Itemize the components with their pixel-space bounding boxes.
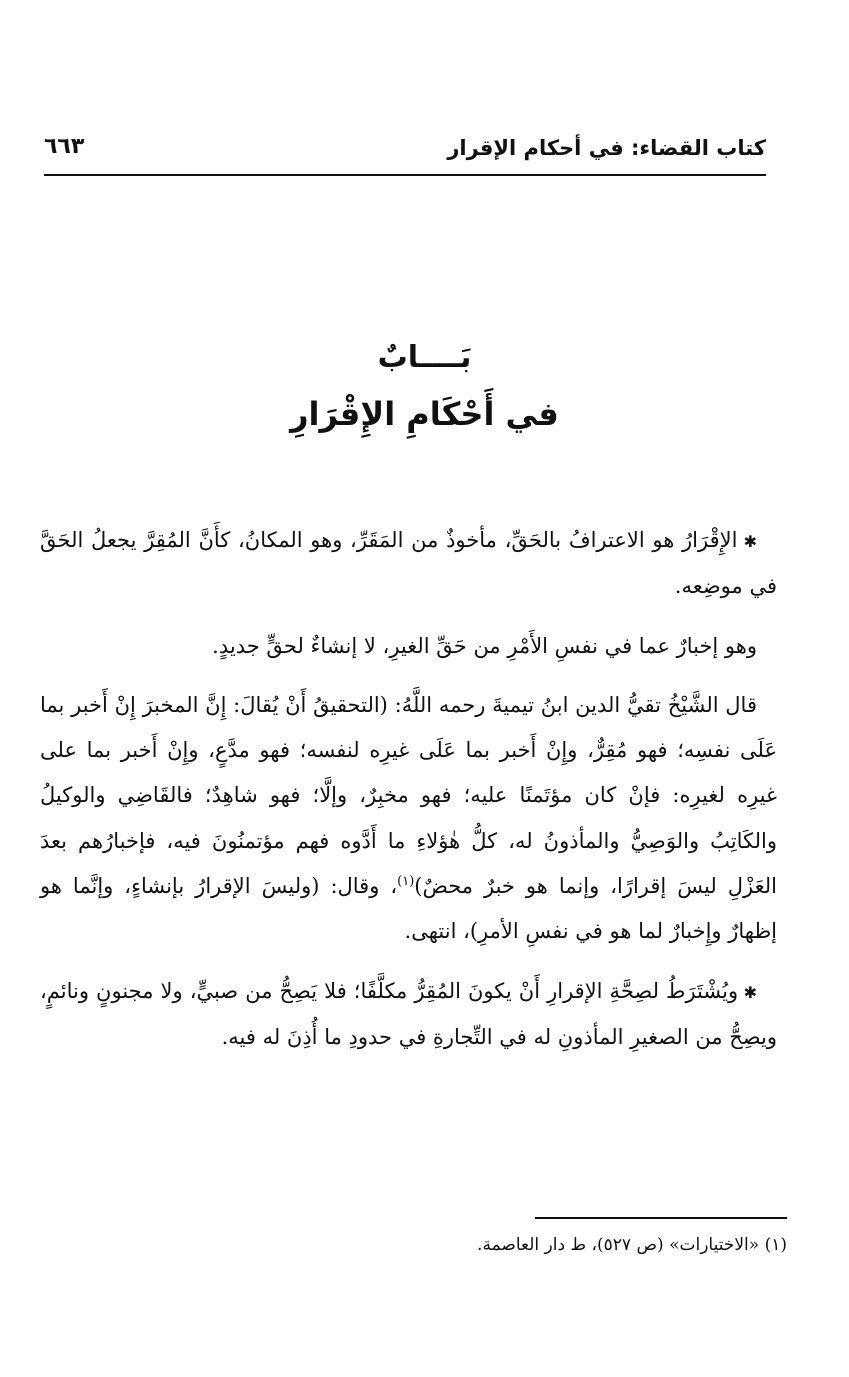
body-text	[40, 518, 777, 1074]
running-header	[44, 128, 766, 172]
quote-text-part-2: ، وقال: (وليسَ الإقرارُ بإنشاءٍ، وإنَّما هو إظهارٌ وإِخبارٌ لما هو في نفسِ الأمرِ)، انتهى.	[40, 874, 777, 944]
footnote-reference[interactable]: (١)	[397, 874, 415, 890]
footnote-divider	[535, 1217, 787, 1219]
paragraph-definition: ✱ الإِقْرَارُ هو الاعترافُ بالحَقِّ، مأخوذٌ من المَقَرِّ، وهو المكانُ، كأَنَّ المُقِرَّ يجعلُ الحَقَّ في موضِعه.	[40, 518, 777, 610]
page-number: ٦٦٣	[44, 134, 85, 159]
running-header-title: كتاب القضاء: في أحكام الإقرار	[447, 136, 766, 160]
chapter-title: في أَحْكَامِ الإِقْرَارِ	[290, 395, 559, 433]
header-divider	[44, 174, 766, 176]
quote-text-part-1: قال الشَّيْخُ تقيُّ الدين ابنُ تيميةَ رحمه اللَّهُ: (التحقيقُ أَنْ يُقالَ: إِنَّ المخبرَ إِنْ أَخبر بما عَلَى نفسِه؛ فهو مُقِرٌّ، وإِنْ أَخبر بما عَلَى غيرِه لنفسه؛ فهو مدَّعٍ، وإِنْ أَخبر بما على غيرِه لغيرِه: فإنْ كان مؤتَمنًا عليه؛ فهو مخبِرٌ، وإلَّا؛ فهو شاهِدٌ؛ فالقَاضِي والوكيلُ والكَاتِبُ والوَصِيُّ والمأذونُ له، كلُّ هٰؤلاءِ ما أَدَّوه فهم مؤتمنُونَ فيه، فإخبارُهم بعدَ العَزْلِ ليسَ إقرارًا، وإنما هو خبرٌ محضٌ)	[40, 692, 777, 899]
paragraph-nature: وهو إخبارٌ عما في نفسِ الأَمْرِ من حَقِّ الغيرِ، لا إنشاءٌ لحقٍّ جديدٍ.	[212, 633, 757, 658]
paragraph-quote	[40, 683, 777, 955]
footnote: (١) «الاختيارات» (ص ٥٢٧)، ط دار العاصمة.	[477, 1235, 787, 1255]
paragraph-conditions: ✱ ويُشْتَرَطُ لصِحَّةِ الإقرارِ أَنْ يكونَ المُقِرُّ مكلَّفًا؛ فلا يَصِحُّ من صبيٍّ، ولا مجنونٍ ونائمٍ، ويصِحُّ من الصغيرِ المأذونِ له في التِّجارةِ في حدودِ ما أُذِنَ له فيه.	[40, 969, 777, 1061]
chapter-label: بَــــابٌ	[377, 340, 472, 375]
